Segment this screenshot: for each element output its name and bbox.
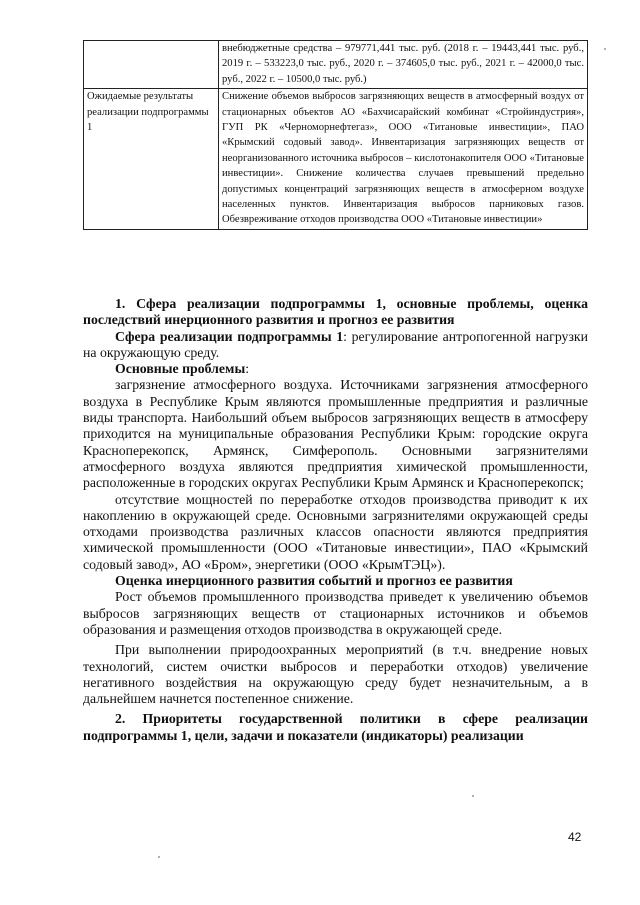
row-label	[84, 41, 219, 89]
forecast-heading: Оценка инерционного развития событий и прогноз ее развития	[115, 573, 513, 589]
scan-speck	[472, 795, 474, 797]
scope-paragraph	[83, 329, 588, 362]
paragraph-waste: отсутствие мощностей по переработке отходов производства приводит к их накоплению в окружающей среде. Основными загрязнителями окружающей среды отходами производства различных классов опасности являются предприятия химической промышленности (ООО «Титановые инвестиции», ПАО «Крымский содовый завод», АО «Бром», энергетики (ООО «КрымТЭЦ»).	[83, 491, 588, 572]
row-label: Ожидаемые результаты реализации подпрограммы 1	[84, 89, 219, 230]
section-2-heading: 2. Приоритеты государственной политики в сфере реализации подпрограммы 1, цели, задачи и показатели (индикаторы) реализации	[83, 711, 588, 743]
paragraph-air-pollution: загрязнение атмосферного воздуха. Источниками загрязнения атмосферного воздуха в Республике Крым являются промышленные предприятия и различные виды транспорта. Наибольший объем выбросов загрязняющих веществ в атмосферу приходится на муниципальные образования Республики Крым: городские округа Красноперекопск, Армянск, Симферополь. Основными загрязнителями атмосферного воздуха являются предприятия химической промышленности, расположенные в городских округах Республики Крым Армянск и Красноперекопск;	[83, 377, 588, 491]
subprogram-passport-table	[83, 40, 588, 230]
row-value: внебюджетные средства – 979771,441 тыс. руб. (2018 г. – 19443,441 тыс. руб., 2019 г. – 533223,0 тыс. руб., 2020 г. – 374605,0 тыс. руб., 2021 г. – 42000,0 тыс. руб., 2022 г. – 10500,0 тыс. руб.)	[219, 41, 588, 89]
section-1-heading: 1. Сфера реализации подпрограммы 1, основные проблемы, оценка последствий инерционного развития и прогноз ее развития	[83, 296, 588, 328]
document-body	[83, 296, 588, 744]
table-row	[84, 89, 588, 230]
paragraph-growth: Рост объемов промышленного производства приведет к увеличению объемов выбросов загрязняющих веществ от стационарных источников и объемов образования и размещения отходов производства в окружающей среде.	[83, 589, 588, 637]
problems-colon: :	[245, 361, 250, 377]
scan-speck	[604, 48, 606, 50]
scope-label: Сфера реализации подпрограммы 1	[115, 328, 344, 344]
row-value: Снижение объемов выбросов загрязняющих веществ в атмосферный воздух от стационарных объектов АО «Бахчисарайский комбинат «Стройиндустрия», ГУП РК «Черноморнефтегаз», ООО «Титановые инвестиции», ПАО «Крымский содовый завод». Инвентаризация загрязняющих веществ от неорганизованного источника выбросов – кислотонакопителя ООО «Титановые инвестиции». Снижение количества случаев превышений предельно допустимых концентраций загрязняющих веществ в атмосферном воздухе населенных пунктов. Инвентаризация выбросов парниковых газов. Обезвреживание отходов производства ООО «Титановые инвестиции»	[219, 89, 588, 230]
problems-label: Основные проблемы	[115, 361, 246, 377]
paragraph-measures: При выполнении природоохранных мероприятий (в т.ч. внедрение новых технологий, систем очистки выбросов и переработки отходов) увеличение негативного воздействия на окружающую среду будет незначительным, а в дальнейшем начнется постепенное снижение.	[83, 642, 588, 707]
scan-speck	[158, 856, 160, 858]
table-row	[84, 41, 588, 89]
scope-text: : регулирование антропогенной нагрузки на окружающую среду.	[83, 328, 588, 360]
page-number: 42	[568, 830, 582, 844]
problems-heading	[83, 361, 588, 377]
